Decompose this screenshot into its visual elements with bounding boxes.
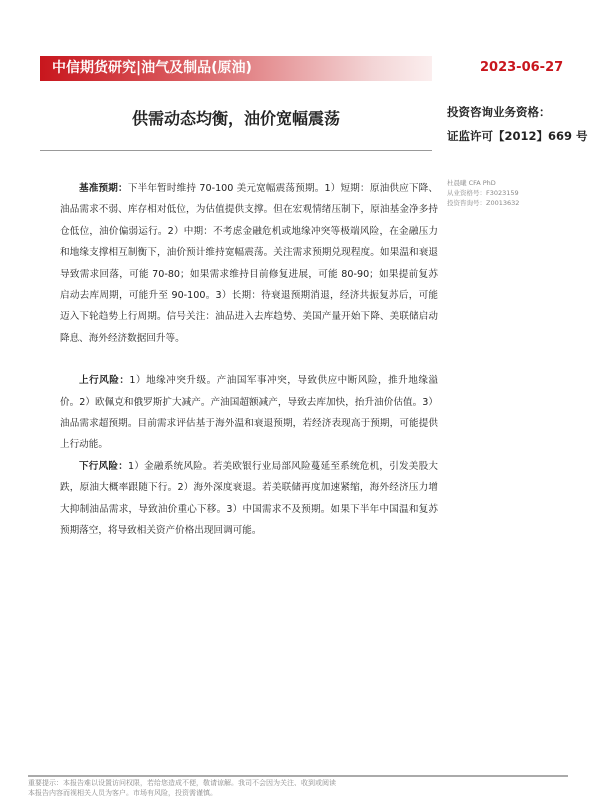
paragraph-text: 1）金融系统风险。若美欧银行业局部风险蔓延至系统危机，引发美股大跌，原油大概率跟随下行。2）海外深度衰退。若美联储再度加速紧缩，海外经济压力增大抑制油品需求，导致油价重心下移。3）中国需求不及预期。如果下半年中国温和复苏预期落空，将导致相关资产价格出现回调可能。 (60, 460, 438, 537)
footer-line: 重要提示：本报告难以设置访问权限，若给您造成不便，敬请谅解。我司不会因为关注、收到或阅读 (28, 779, 336, 787)
paragraph-label: 基准预期： (79, 183, 128, 194)
report-title: 供需动态均衡，油价宽幅震荡 (131, 109, 340, 128)
divider (40, 150, 432, 151)
paragraph-text: 1）地缘冲突升级。产油国军事冲突，导致供应中断风险，推升地缘溢价。2）欧佩克和俄罗斯扩大减产。产油国超额减产，导致去库加快，抬升油价估值。3）油品需求超预期。目前需求评估基于海外温和衰退预期，若经济表现高于预期，可能提供上行动能。 (60, 375, 439, 451)
analyst-name: 杜晨曦 CFA PhD (447, 179, 496, 187)
qualification-label: 投资咨询业务资格： (447, 105, 551, 119)
analyst-info (447, 178, 519, 208)
report-banner: 中信期货研究|油气及制品(原油) (40, 56, 432, 81)
paragraph-label: 上行风险： (79, 375, 130, 387)
footer-divider (28, 775, 568, 777)
paragraph-text: 下半年暂时维持 70-100 美元宽幅震荡预期。1）短期：原油供应下降、油品需求不弱、库存相对低位，为估值提供支撑。但在宏观情绪压制下，原油基金净多持仓低位，油价偏弱运行。2）中期：不考虑金融危机或地缘冲突等极端风险，在金融压力和地缘支撑相互制衡下，油价预计维持宽幅震荡。关注需求预期兑现程度。如果温和衰退导致需求回落，可能 70-80；如果需求维持目前修复进展，可能 80-90；如果提前复苏启动去库周期，可能升至 90-100。3）长期：待衰退预期消退，经济共振复苏后，可能迈入下轮趋势上行周期。信号关注：油品进入去库趋势、美国产量开始下降、美联储启动降息、海外经济数据回升等。 (60, 183, 439, 344)
paragraph-baseline (60, 178, 438, 349)
analyst-license: 从业资格号：F3023159 (447, 189, 519, 197)
qualification (447, 100, 588, 148)
analyst-consult: 投资咨询号：Z0013632 (447, 199, 520, 207)
report-body (60, 178, 438, 542)
qualification-license: 证监许可【2012】669 号 (447, 129, 588, 143)
paragraph-label: 下行风险： (79, 460, 129, 472)
paragraph-upside-risk (60, 370, 438, 456)
report-date: 2023-06-27 (480, 60, 564, 75)
paragraph-downside-risk (60, 456, 438, 542)
footer-line: 本报告内容而视相关人员为客户。市场有风险，投资需谨慎。 (28, 789, 217, 797)
footer-disclaimer (28, 778, 568, 798)
